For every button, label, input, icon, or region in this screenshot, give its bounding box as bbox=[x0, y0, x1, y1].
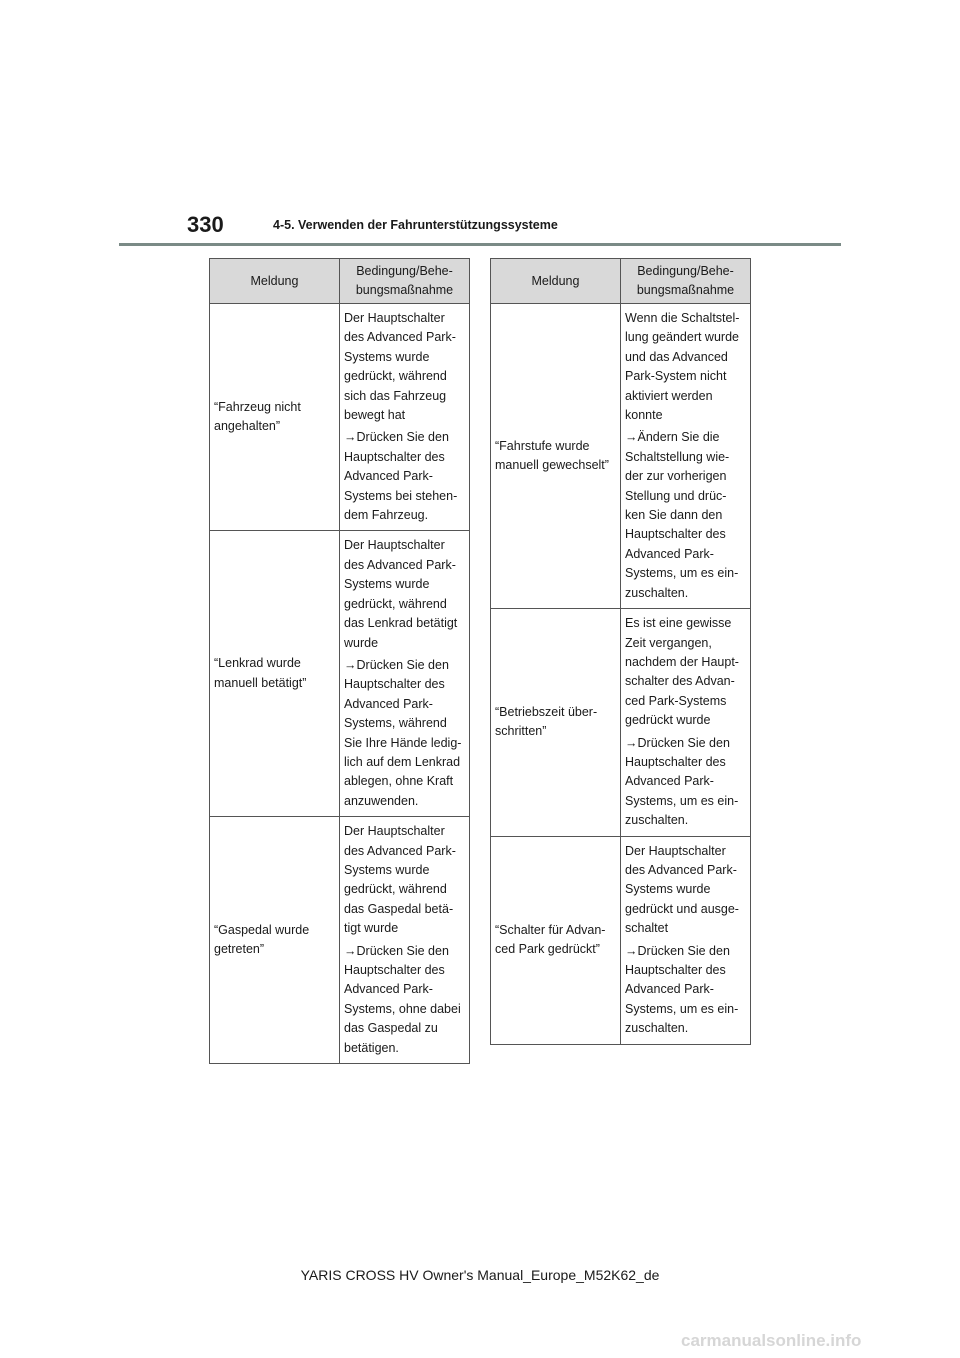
table-row bbox=[210, 304, 470, 531]
condition-remedy-cell bbox=[340, 817, 470, 1064]
column-header-condition: Bedingung/Behe- bungsmaßnahme bbox=[340, 259, 470, 304]
condition-text: Der Hauptschalter des Advanced Park- Systems wurde gedrückt, während sich das Fahrzeug bewegt hat bbox=[344, 311, 456, 423]
remedy-text: →Drücken Sie den Hauptschalter des Advanced Park- Systems, ohne dabei das Gaspedal zu betätigen. bbox=[344, 943, 461, 1055]
condition-remedy-cell bbox=[340, 304, 470, 531]
table-header-row bbox=[210, 259, 470, 304]
message-cell: “Fahrstufe wurde manuell gewechselt” bbox=[491, 304, 621, 609]
table-row bbox=[491, 609, 751, 836]
message-cell: “Schalter für Advan- ced Park gedrückt” bbox=[491, 836, 621, 1044]
watermark: carmanualsonline.info bbox=[681, 1331, 862, 1350]
column-header-condition: Bedingung/Behe- bungsmaßnahme bbox=[621, 259, 751, 304]
message-cell: “Gaspedal wurde getreten” bbox=[210, 817, 340, 1064]
footer-manual-title: YARIS CROSS HV Owner's Manual_Europe_M52K62_de bbox=[300, 1267, 660, 1283]
message-table-left bbox=[209, 258, 470, 1064]
message-table-right bbox=[490, 258, 751, 1045]
condition-remedy-cell bbox=[340, 531, 470, 817]
condition-text: Es ist eine gewisse Zeit vergangen, nachdem der Haupt- schalter des Advan- ced Park-Systems gedrückt wurde bbox=[625, 616, 739, 728]
column-header-message: Meldung bbox=[491, 259, 621, 304]
remedy-text: →Drücken Sie den Hauptschalter des Advanced Park- Systems bei stehen- dem Fahrzeug. bbox=[344, 430, 458, 523]
table-row bbox=[491, 836, 751, 1044]
message-cell: “Fahrzeug nicht angehalten” bbox=[210, 304, 340, 531]
remedy-text: →Drücken Sie den Hauptschalter des Advanced Park- Systems, um es ein- zuschalten. bbox=[625, 943, 739, 1036]
condition-remedy-cell bbox=[621, 609, 751, 836]
remedy-text: →Drücken Sie den Hauptschalter des Advanced Park- Systems, um es ein- zuschalten. bbox=[625, 735, 739, 828]
page-number: 330 bbox=[187, 212, 224, 237]
condition-remedy-cell bbox=[621, 836, 751, 1044]
message-cell: “Lenkrad wurde manuell betätigt” bbox=[210, 531, 340, 817]
message-cell: “Betriebszeit über- schritten” bbox=[491, 609, 621, 836]
condition-text: Der Hauptschalter des Advanced Park- Systems wurde gedrückt und ausge- schaltet bbox=[625, 843, 739, 936]
section-title: 4-5. Verwenden der Fahrunterstützungssysteme bbox=[273, 218, 558, 232]
remedy-text: →Ändern Sie die Schaltstellung wie- der zur vorherigen Stellung und drüc- ken Sie dann den Hauptschalter des Advanced Park- Systems, um es ein- zuschalten. bbox=[625, 430, 739, 600]
condition-text: Der Hauptschalter des Advanced Park- Systems wurde gedrückt, während das Lenkrad betätigt wurde bbox=[344, 538, 458, 650]
condition-remedy-cell bbox=[621, 304, 751, 609]
column-header-message: Meldung bbox=[210, 259, 340, 304]
table-header-row bbox=[491, 259, 751, 304]
condition-text: Der Hauptschalter des Advanced Park- Systems wurde gedrückt, während das Gaspedal betä- tigt wurde bbox=[344, 824, 456, 936]
table-row bbox=[210, 817, 470, 1064]
table-row bbox=[210, 531, 470, 817]
header-divider bbox=[119, 243, 841, 246]
table-row bbox=[491, 304, 751, 609]
condition-text: Wenn die Schaltstel- lung geändert wurde und das Advanced Park-System nicht aktiviert werden konnte bbox=[625, 311, 740, 423]
remedy-text: →Drücken Sie den Hauptschalter des Advanced Park- Systems, während Sie Ihre Hände ledig- lich auf dem Lenkrad ablegen, ohne Kraft anzuwenden. bbox=[344, 657, 462, 808]
